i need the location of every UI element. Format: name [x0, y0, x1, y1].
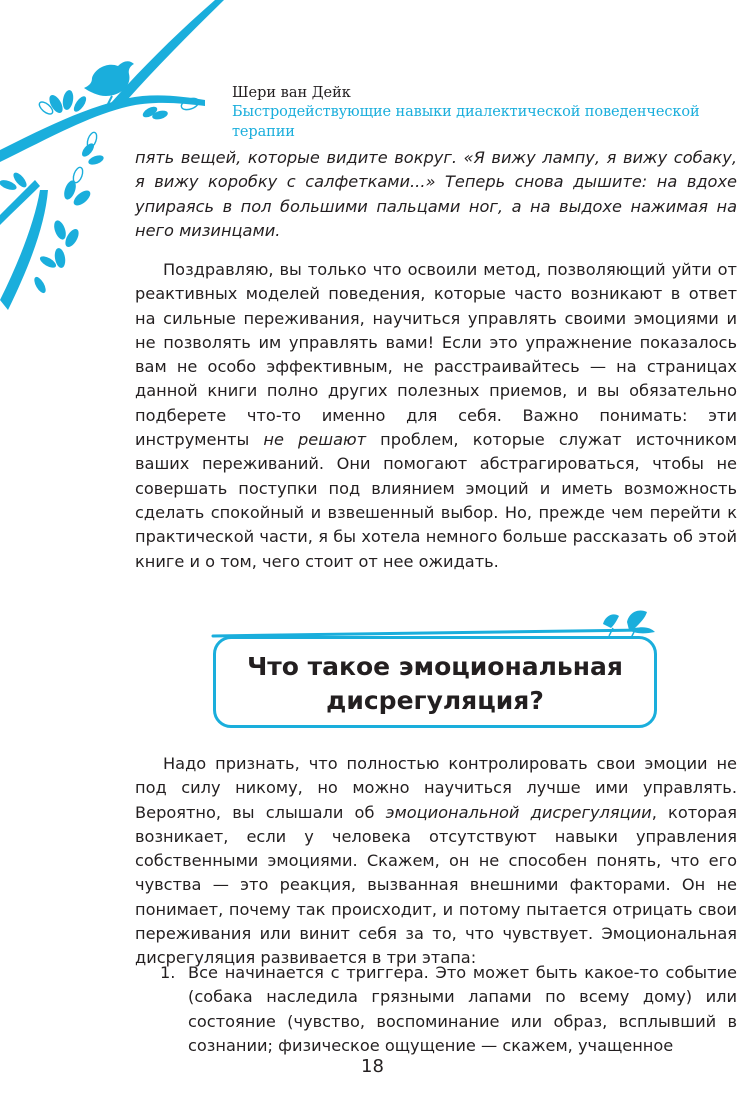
- author-name: Шери ван Дейк: [232, 85, 351, 101]
- emphasis-emotional-dysregulation: эмоциональной дисрегуляции: [385, 802, 652, 822]
- text-run: , которая возникает, если у человека отсутствуют навыки управления собственными эмоциями. Скажем, он не способен понять, что его чувства — это реакция, вызванная внешними факторами. Он не понимает, почему так происходит, и потому пытается отрицать свои переживания или винит себя за то, что чувствует. Эмоциональная дисрегуляция развивается в три этапа:: [135, 802, 737, 968]
- book-title: Быстродействующие навыки диалектической поведенческой терапии: [232, 104, 700, 140]
- list-item: [162, 961, 737, 1058]
- paragraph-dysregulation: [135, 752, 737, 971]
- section-heading: Что такое эмоциональная дисрегуляция?: [247, 652, 623, 715]
- paragraph-intro-exercise: пять вещей, которые видите вокруг. «Я вижу лампу, я вижу собаку, я вижу коробку с салфетками...» Теперь снова дышите: на вдохе упираясь в пол большими пальцами ног, а на выдохе нажимая на него мизинцами.: [135, 148, 737, 240]
- text-run: Надо признать, что полностью контролировать свои эмоции не под силу никому, но можно научиться лучше ими управлять. Вероятно, вы слышали об: [135, 754, 737, 822]
- text-run: Поздравляю, вы только что освоили метод, позволяющий уйти от реактивных моделей поведения, которые часто возникают в ответ на сильные переживания, научиться управлять своими эмоциями и не позволять им управлять вами! Если это упражнение показалось вам не особо эффективным, не расстраивайтесь — на страницах данной книги полно других полезных приемов, и вы обязательно подберете что-то именно для себя. Важно понимать: эти инструменты: [135, 260, 737, 450]
- emphasis-not-solve: не решают: [263, 430, 367, 450]
- list-item-text: Все начинается с триггера. Это может быть какое-то событие (собака наследила грязными лапами по всему дому) или состояние (чувство, воспоминание или образ, всплывший в сознании; физическое ощущение — скажем, учащенное: [188, 963, 737, 1055]
- page-number: 18: [361, 1056, 384, 1077]
- running-head: [232, 84, 745, 142]
- list-number: 1.: [160, 963, 176, 982]
- paragraph-congratulations: [135, 258, 737, 574]
- text-run: проблем, которые служат источником ваших переживаний. Они помогают абстрагироваться, чтобы не совершать поступки под влиянием эмоций и иметь возможность сделать спокойный и взвешенный выбор. Но, прежде чем перейти к практической части, я бы хотела немного больше рассказать об этой книге и о том, чего стоит от нее ожидать.: [135, 430, 738, 571]
